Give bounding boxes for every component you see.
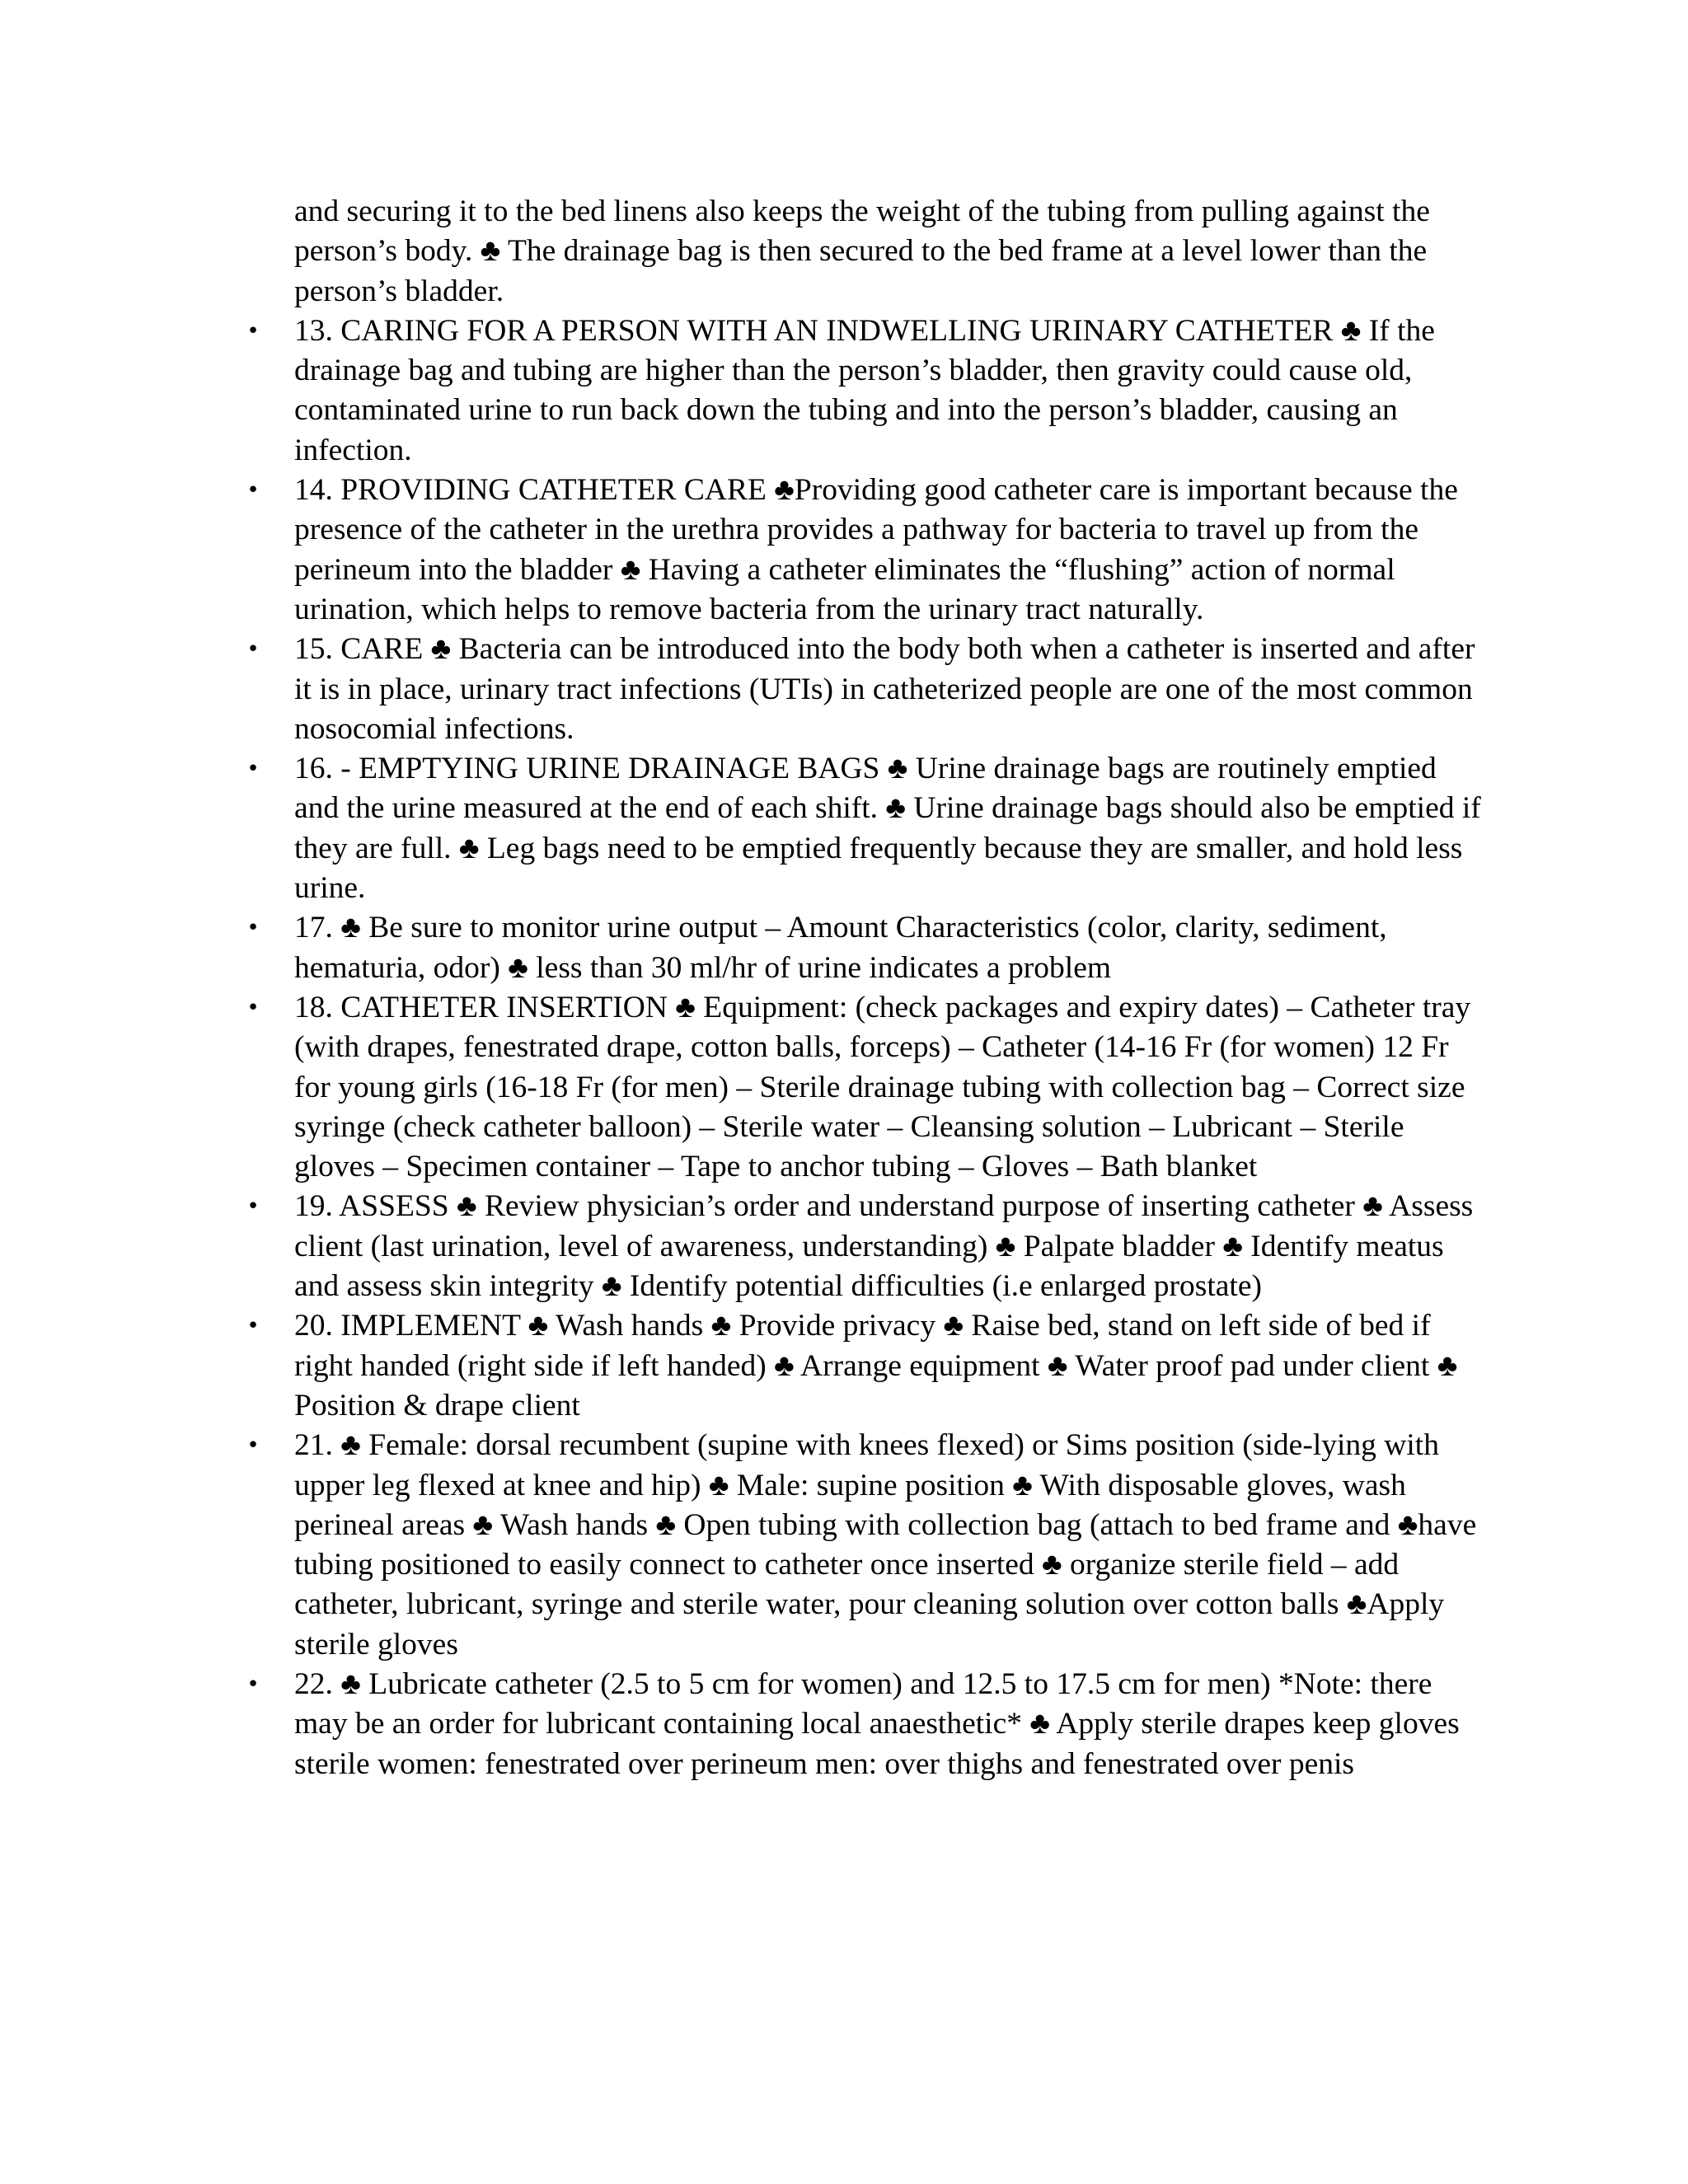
list-item-16 <box>246 749 1481 908</box>
bullet-icon: • <box>246 318 260 344</box>
list-item-18 <box>246 988 1481 1187</box>
bullet-icon: • <box>246 637 260 663</box>
list-item-text: 19. ASSESS ♣ Review physician’s order and understand purpose of inserting catheter ♣ Assess client (last urination, level of awareness, understanding) ♣ Palpate bladder ♣ Identify meatus and assess skin integrity ♣ Identify potential difficulties (i.e enlarged prostate) <box>294 1189 1474 1304</box>
list-item-13 <box>246 312 1481 471</box>
list-item-text: 18. CATHETER INSERTION ♣ Equipment: (check packages and expiry dates) – Catheter tray (with drapes, fenestrated drape, cotton balls, forceps) – Catheter (14-16 Fr (for women) 12 Fr for young girls (16-18 Fr (for men) – Sterile drainage tubing with collection bag – Correct size syringe (check catheter balloon) – Sterile water – Cleansing solution – Lubricant – Sterile gloves – Specimen container – Tape to anchor tubing – Gloves – Bath blanket <box>294 990 1471 1184</box>
list-item-text: 14. PROVIDING CATHETER CARE ♣Providing good catheter care is important because the presence of the catheter in the urethra provides a pathway for bacteria to travel up from the perineum into the bladder ♣ Having a catheter eliminates the “flushing” action of normal urination, which helps to remove bacteria from the urinary tract naturally. <box>294 473 1458 626</box>
bullet-icon: • <box>246 757 260 782</box>
list-item-17 <box>246 908 1481 988</box>
list-item-19 <box>246 1187 1481 1306</box>
list-item-15 <box>246 630 1481 749</box>
bullet-icon: • <box>246 1671 260 1697</box>
list-item-22 <box>246 1665 1481 1784</box>
document-body <box>246 192 1481 1784</box>
bullet-icon: • <box>246 1433 260 1459</box>
list-item-21 <box>246 1426 1481 1665</box>
list-item-text: 16. - EMPTYING URINE DRAINAGE BAGS ♣ Urine drainage bags are routinely emptied and the urine measured at the end of each shift. ♣ Urine drainage bags should also be emptied if they are full. ♣ Leg bags need to be emptied frequently because they are smaller, and hold less urine. <box>294 752 1481 906</box>
list-item-text: 21. ♣ Female: dorsal recumbent (supine with knees flexed) or Sims position (side-lying with upper leg flexed at knee and hip) ♣ Male: supine position ♣ With disposable gloves, wash perineal areas ♣ Wash hands ♣ Open tubing with collection bag (attach to bed frame and ♣have tubing positioned to easily connect to catheter once inserted ♣ organize sterile field – add catheter, lubricant, syringe and sterile water, pour cleaning solution over cotton balls ♣Apply sterile gloves <box>294 1428 1477 1661</box>
list-item-text: 22. ♣ Lubricate catheter (2.5 to 5 cm for women) and 12.5 to 17.5 cm for men) *Note: there may be an order for lubricant containing local anaesthetic* ♣ Apply sterile drapes keep gloves sterile women: fenestrated over perineum men: over thighs and fenestrated over penis <box>294 1666 1460 1781</box>
list-item-20 <box>246 1306 1481 1426</box>
bullet-icon: • <box>246 478 260 504</box>
list-item-text: 20. IMPLEMENT ♣ Wash hands ♣ Provide privacy ♣ Raise bed, stand on left side of bed if right handed (right side if left handed) ♣ Arrange equipment ♣ Water proof pad under client ♣ Position & drape client <box>294 1309 1458 1422</box>
bullet-icon: • <box>246 1194 260 1220</box>
intro-paragraph: and securing it to the bed linens also keeps the weight of the tubing from pulling against the person’s body. ♣ The drainage bag is then secured to the bed frame at a level lower than the person’s bladder. <box>294 194 1430 308</box>
bullet-icon: • <box>246 916 260 941</box>
list-item-text: 15. CARE ♣ Bacteria can be introduced into the body both when a catheter is inserted and after it is in place, urinary tract infections (UTIs) in catheterized people are one of the most common nosocomial infections. <box>294 632 1475 746</box>
bullet-icon: • <box>246 1314 260 1339</box>
bullet-icon: • <box>246 995 260 1020</box>
list-item-14 <box>246 471 1481 630</box>
list-item-text: 17. ♣ Be sure to monitor urine output – Amount Characteristics (color, clarity, sediment, hematuria, odor) ♣ less than 30 ml/hr of urine indicates a problem <box>294 911 1387 985</box>
list-item-text: 13. CARING FOR A PERSON WITH AN INDWELLING URINARY CATHETER ♣ If the drainage bag and tubing are higher than the person’s bladder, then gravity could cause old, contaminated urine to run back down the tubing and into the person’s bladder, causing an infection. <box>294 313 1435 467</box>
